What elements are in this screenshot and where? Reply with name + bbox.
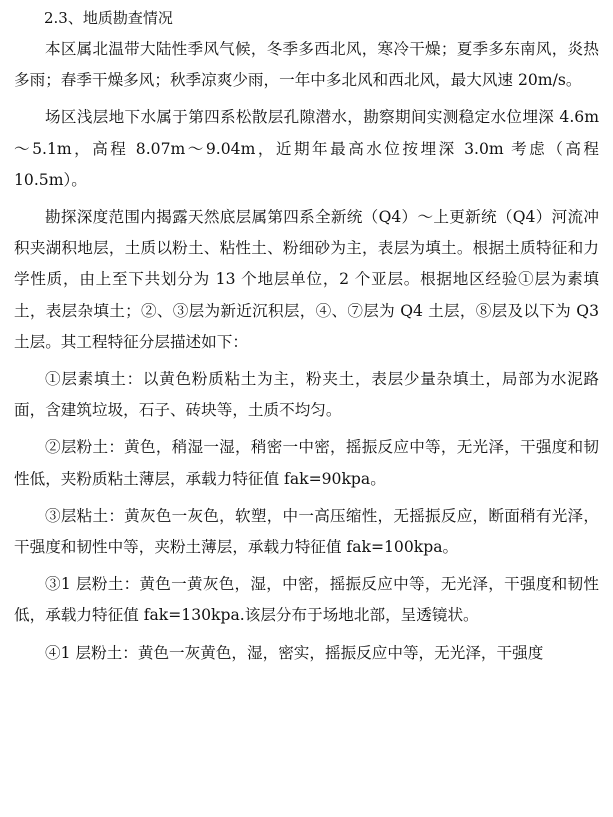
paragraph-layer-3-1: ③1 层粉土：黄色一黄灰色，湿，中密，摇振反应中等，无光泽，干强度和韧性低，承载力特征值 fak=130kpa.该层分布于场地北部，呈透镜状。 — [14, 575, 599, 625]
paragraph-strata-overview: 勘探深度范围内揭露天然底层属第四系全新统（Q4）～上更新统（Q4）河流冲积夹湖积地层，土质以粉土、粘性土、粉细砂为主，表层为填土。根据土质特征和力学性质，由上至下共划分为 13 个地层单位，2 个亚层。根据地区经验①层为素填土，表层杂填土；②、③层为新近沉积层，④、⑦层为 Q4 土层，⑧层及以下为 Q3 土层。其工程特征分层描述如下： — [14, 208, 599, 351]
paragraph-climate: 本区属北温带大陆性季风气候，冬季多西北风，寒冷干燥；夏季多东南风，炎热多雨；春季干燥多风；秋季凉爽少雨，一年中多北风和西北风，最大风速 20m/s。 — [14, 40, 599, 90]
paragraph-layer-3: ③层粘土：黄灰色一灰色，软塑，中一高压缩性，无摇振反应，断面稍有光泽，干强度和韧性中等，夹粉土薄层，承载力特征值 fak=100kpa。 — [14, 506, 599, 557]
paragraph-layer-1: ①层素填土：以黄色粉质粘土为主，粉夹土，表层少量杂填土，局部为水泥路面，含建筑垃圾，石子、砖块等，土质不均匀。 — [14, 370, 599, 420]
paragraph-layer-2: ②层粉土：黄色，稍湿一湿，稍密一中密，摇振反应中等，无光泽，干强度和韧性低，夹粉质粘土薄层，承载力特征值 fak=90kpa。 — [14, 438, 599, 488]
section-heading: 2.3、地质勘查情况 — [44, 9, 173, 27]
paragraph-groundwater: 场区浅层地下水属于第四系松散层孔隙潜水，勘察期间实测稳定水位埋深 4.6m～5.1m，高程 8.07m～9.04m，近期年最高水位按埋深 3.0m 考虑（高程 10.5m）。 — [14, 108, 599, 189]
paragraph-layer-4-1: ④1 层粉土：黄色一灰黄色，湿，密实，摇振反应中等，无光泽，干强度 — [45, 643, 544, 662]
